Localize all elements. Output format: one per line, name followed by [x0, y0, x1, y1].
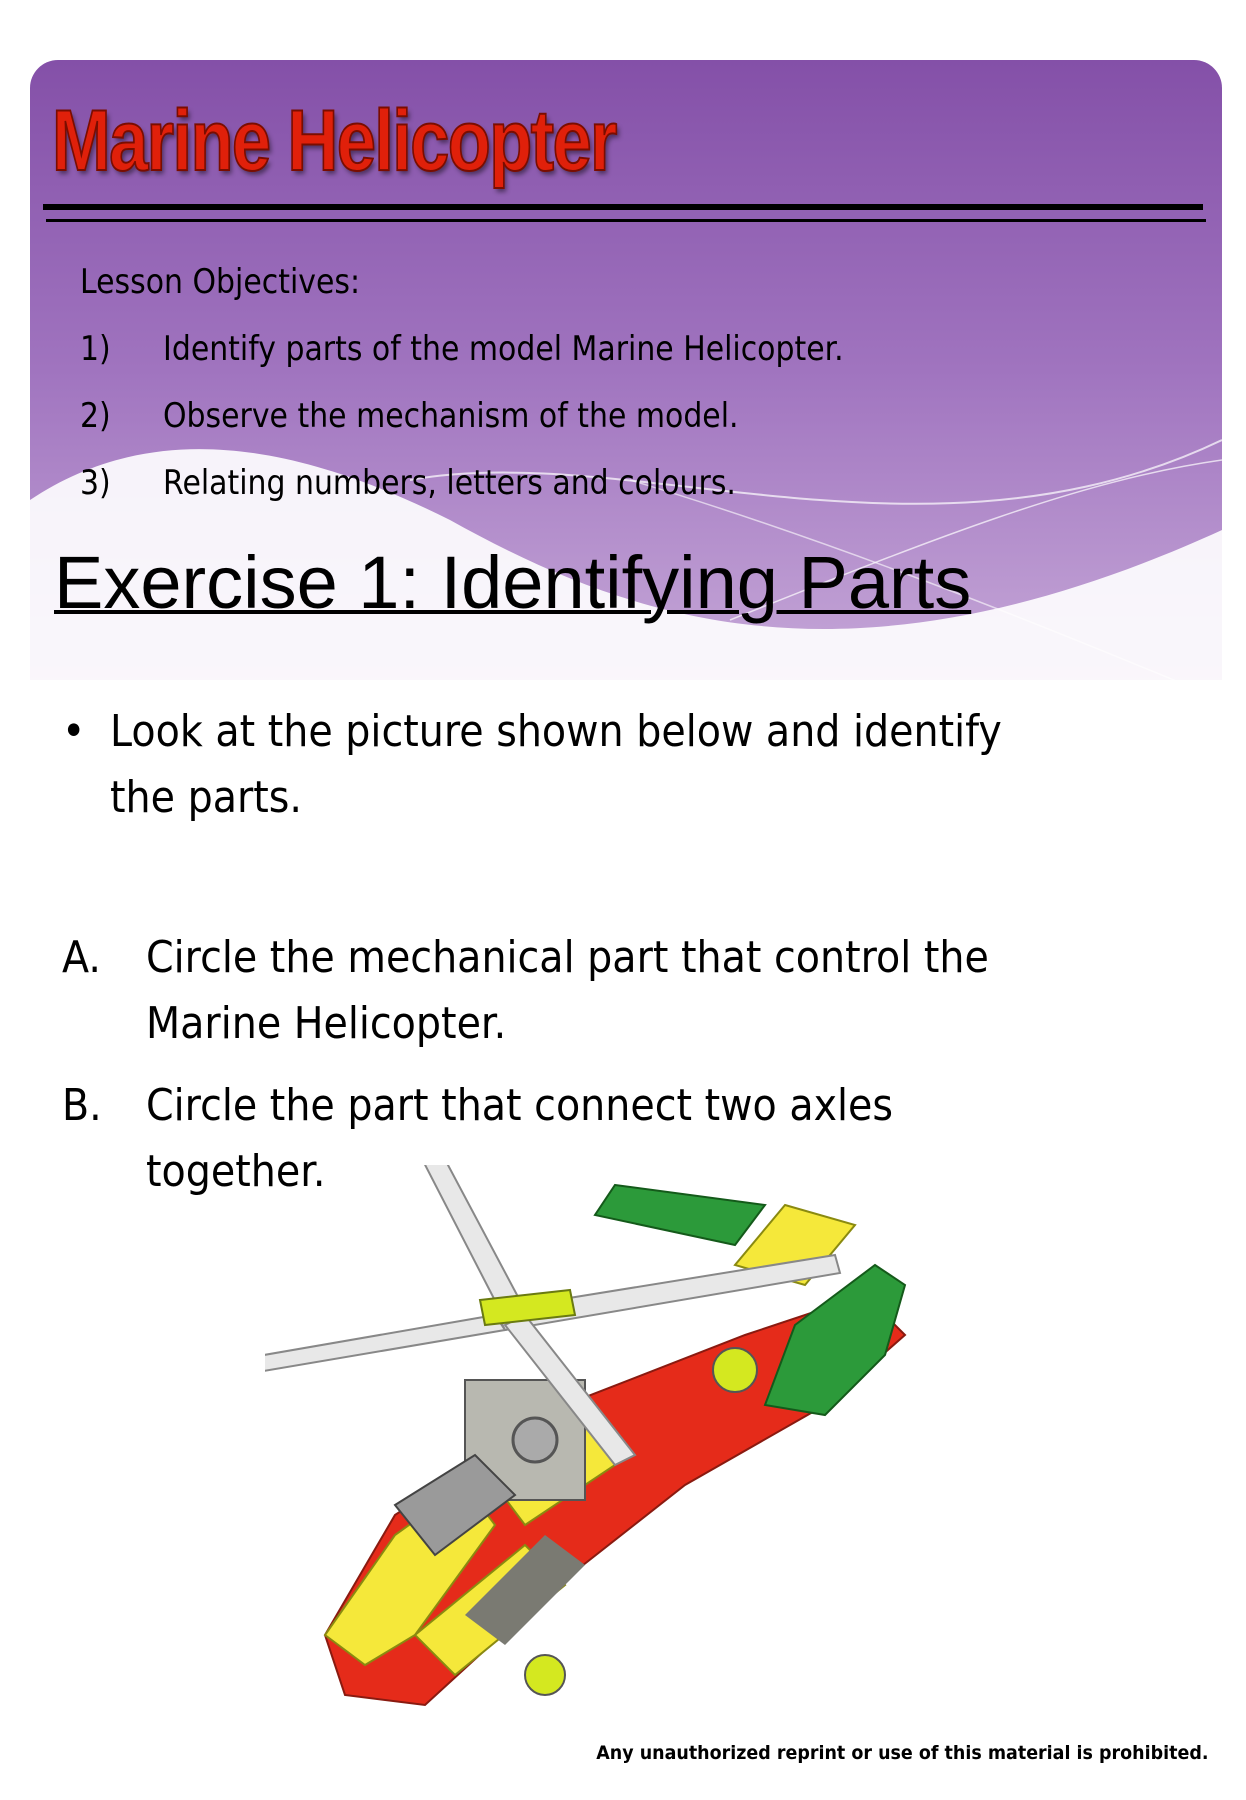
- task-text: together.: [146, 1146, 326, 1197]
- helicopter-model-image: [265, 1165, 985, 1725]
- bullet-icon: •: [62, 706, 86, 757]
- objective-number: 3): [80, 463, 111, 503]
- task-text: Circle the part that connect two axles: [146, 1080, 894, 1131]
- objective-number: 2): [80, 396, 111, 436]
- task-letter: B.: [62, 1080, 102, 1131]
- objective-text: Relating numbers, letters and colours.: [163, 463, 736, 503]
- objectives-heading: Lesson Objectives:: [80, 262, 361, 302]
- bullet-text: Look at the picture shown below and identify: [110, 706, 1002, 757]
- objective-text: Observe the mechanism of the model.: [163, 396, 739, 436]
- bullet-text: the parts.: [110, 772, 303, 823]
- task-letter: A.: [62, 932, 101, 983]
- exercise-heading: Exercise 1: Identifying Parts: [54, 541, 972, 624]
- page-title: Marine Helicopter: [52, 93, 616, 189]
- task-text: Marine Helicopter.: [146, 998, 507, 1049]
- objective-number: 1): [80, 329, 111, 369]
- objective-text: Identify parts of the model Marine Helicopter.: [163, 329, 844, 369]
- task-text: Circle the mechanical part that control the: [146, 932, 989, 983]
- divider: [46, 219, 1206, 222]
- copyright-notice: Any unauthorized reprint or use of this material is prohibited.: [595, 1742, 1208, 1764]
- divider: [43, 204, 1203, 210]
